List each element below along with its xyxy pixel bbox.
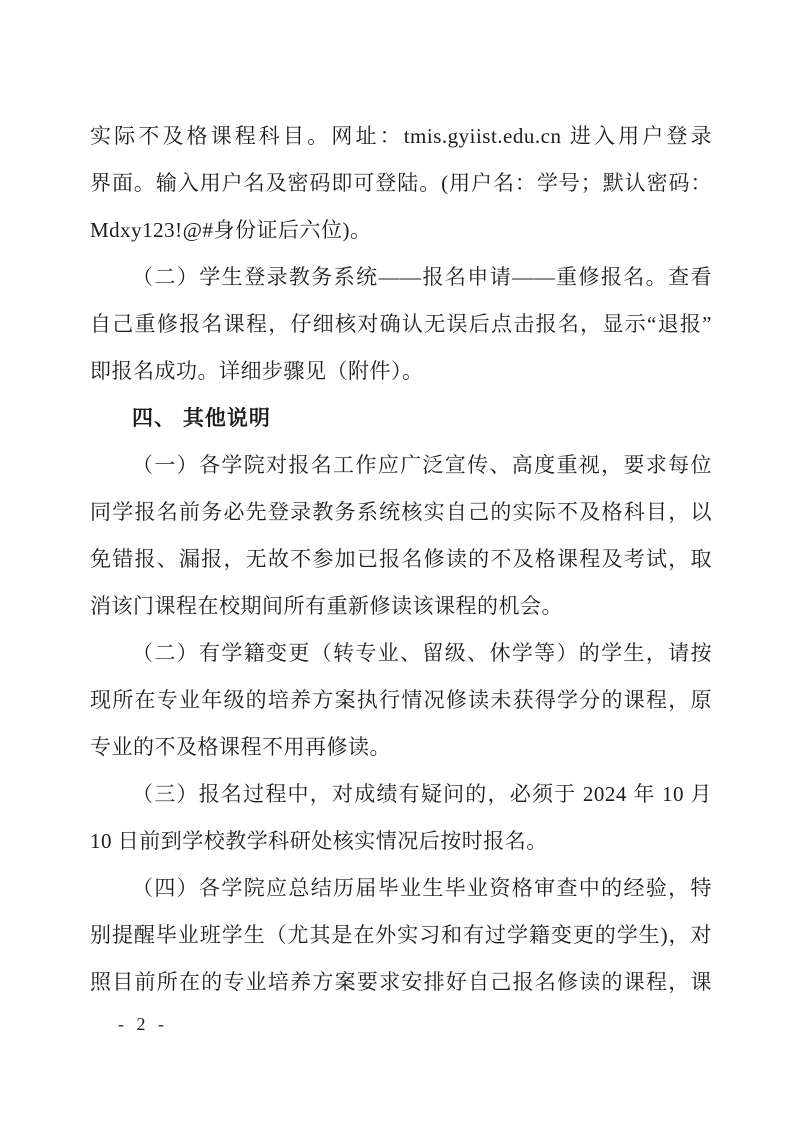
- text-line: 界面。输入用户名及密码即可登陆。(用户名：学号；默认密码：: [90, 171, 712, 195]
- text-line: 实际不及格课程科目。网址：tmis.gyiist.edu.cn 进入用户登录: [90, 124, 712, 148]
- text-line: （四）各学院应总结历届毕业生毕业资格审查中的经验，特: [132, 876, 712, 900]
- text-line: （一）各学院对报名工作应广泛宣传、高度重视，要求每位: [132, 453, 712, 477]
- paragraph: [90, 442, 712, 630]
- text-line: 别提醒毕业班学生（尤其是在外实习和有过学籍变更的学生)，对: [90, 923, 712, 947]
- section-heading: [90, 395, 712, 442]
- text-line: 同学报名前务必先登录教务系统核实自己的实际不及格科目，以: [90, 500, 712, 524]
- text-line: 10 日前到学校教学科研处核实情况后按时报名。: [90, 829, 548, 853]
- text-line: （二）有学籍变更（转专业、留级、休学等）的学生，请按: [132, 641, 712, 665]
- text-line: 免错报、漏报，无故不参加已报名修读的不及格课程及考试，取: [90, 547, 712, 571]
- paragraph: [90, 254, 712, 395]
- page-number: - 2 -: [118, 1014, 168, 1034]
- paragraph: [90, 865, 712, 1006]
- text-line: （三）报名过程中，对成绩有疑问的，必须于 2024 年 10 月: [132, 782, 712, 806]
- paragraph: [90, 771, 712, 865]
- paragraph: [90, 113, 712, 254]
- text-line: 即报名成功。详细步骤见（附件）。: [90, 359, 424, 383]
- text-line: （二）学生登录教务系统——报名申请——重修报名。查看: [132, 265, 712, 289]
- text-line: 照目前所在的专业培养方案要求安排好自己报名修读的课程，课: [90, 970, 712, 994]
- text-line: 消该门课程在校期间所有重新修读该课程的机会。: [90, 594, 563, 618]
- document-body: [90, 113, 712, 1006]
- text-line: 现所在专业年级的培养方案执行情况修读未获得学分的课程，原: [90, 688, 712, 712]
- text-line: 专业的不及格课程不用再修读。: [90, 735, 391, 759]
- text-line: Mdxy123!@#身份证后六位)。: [90, 218, 372, 242]
- text-line: 自己重修报名课程，仔细核对确认无误后点击报名，显示“退报”: [90, 312, 712, 336]
- paragraph: [90, 630, 712, 771]
- heading-line: 四、 其他说明: [132, 407, 271, 430]
